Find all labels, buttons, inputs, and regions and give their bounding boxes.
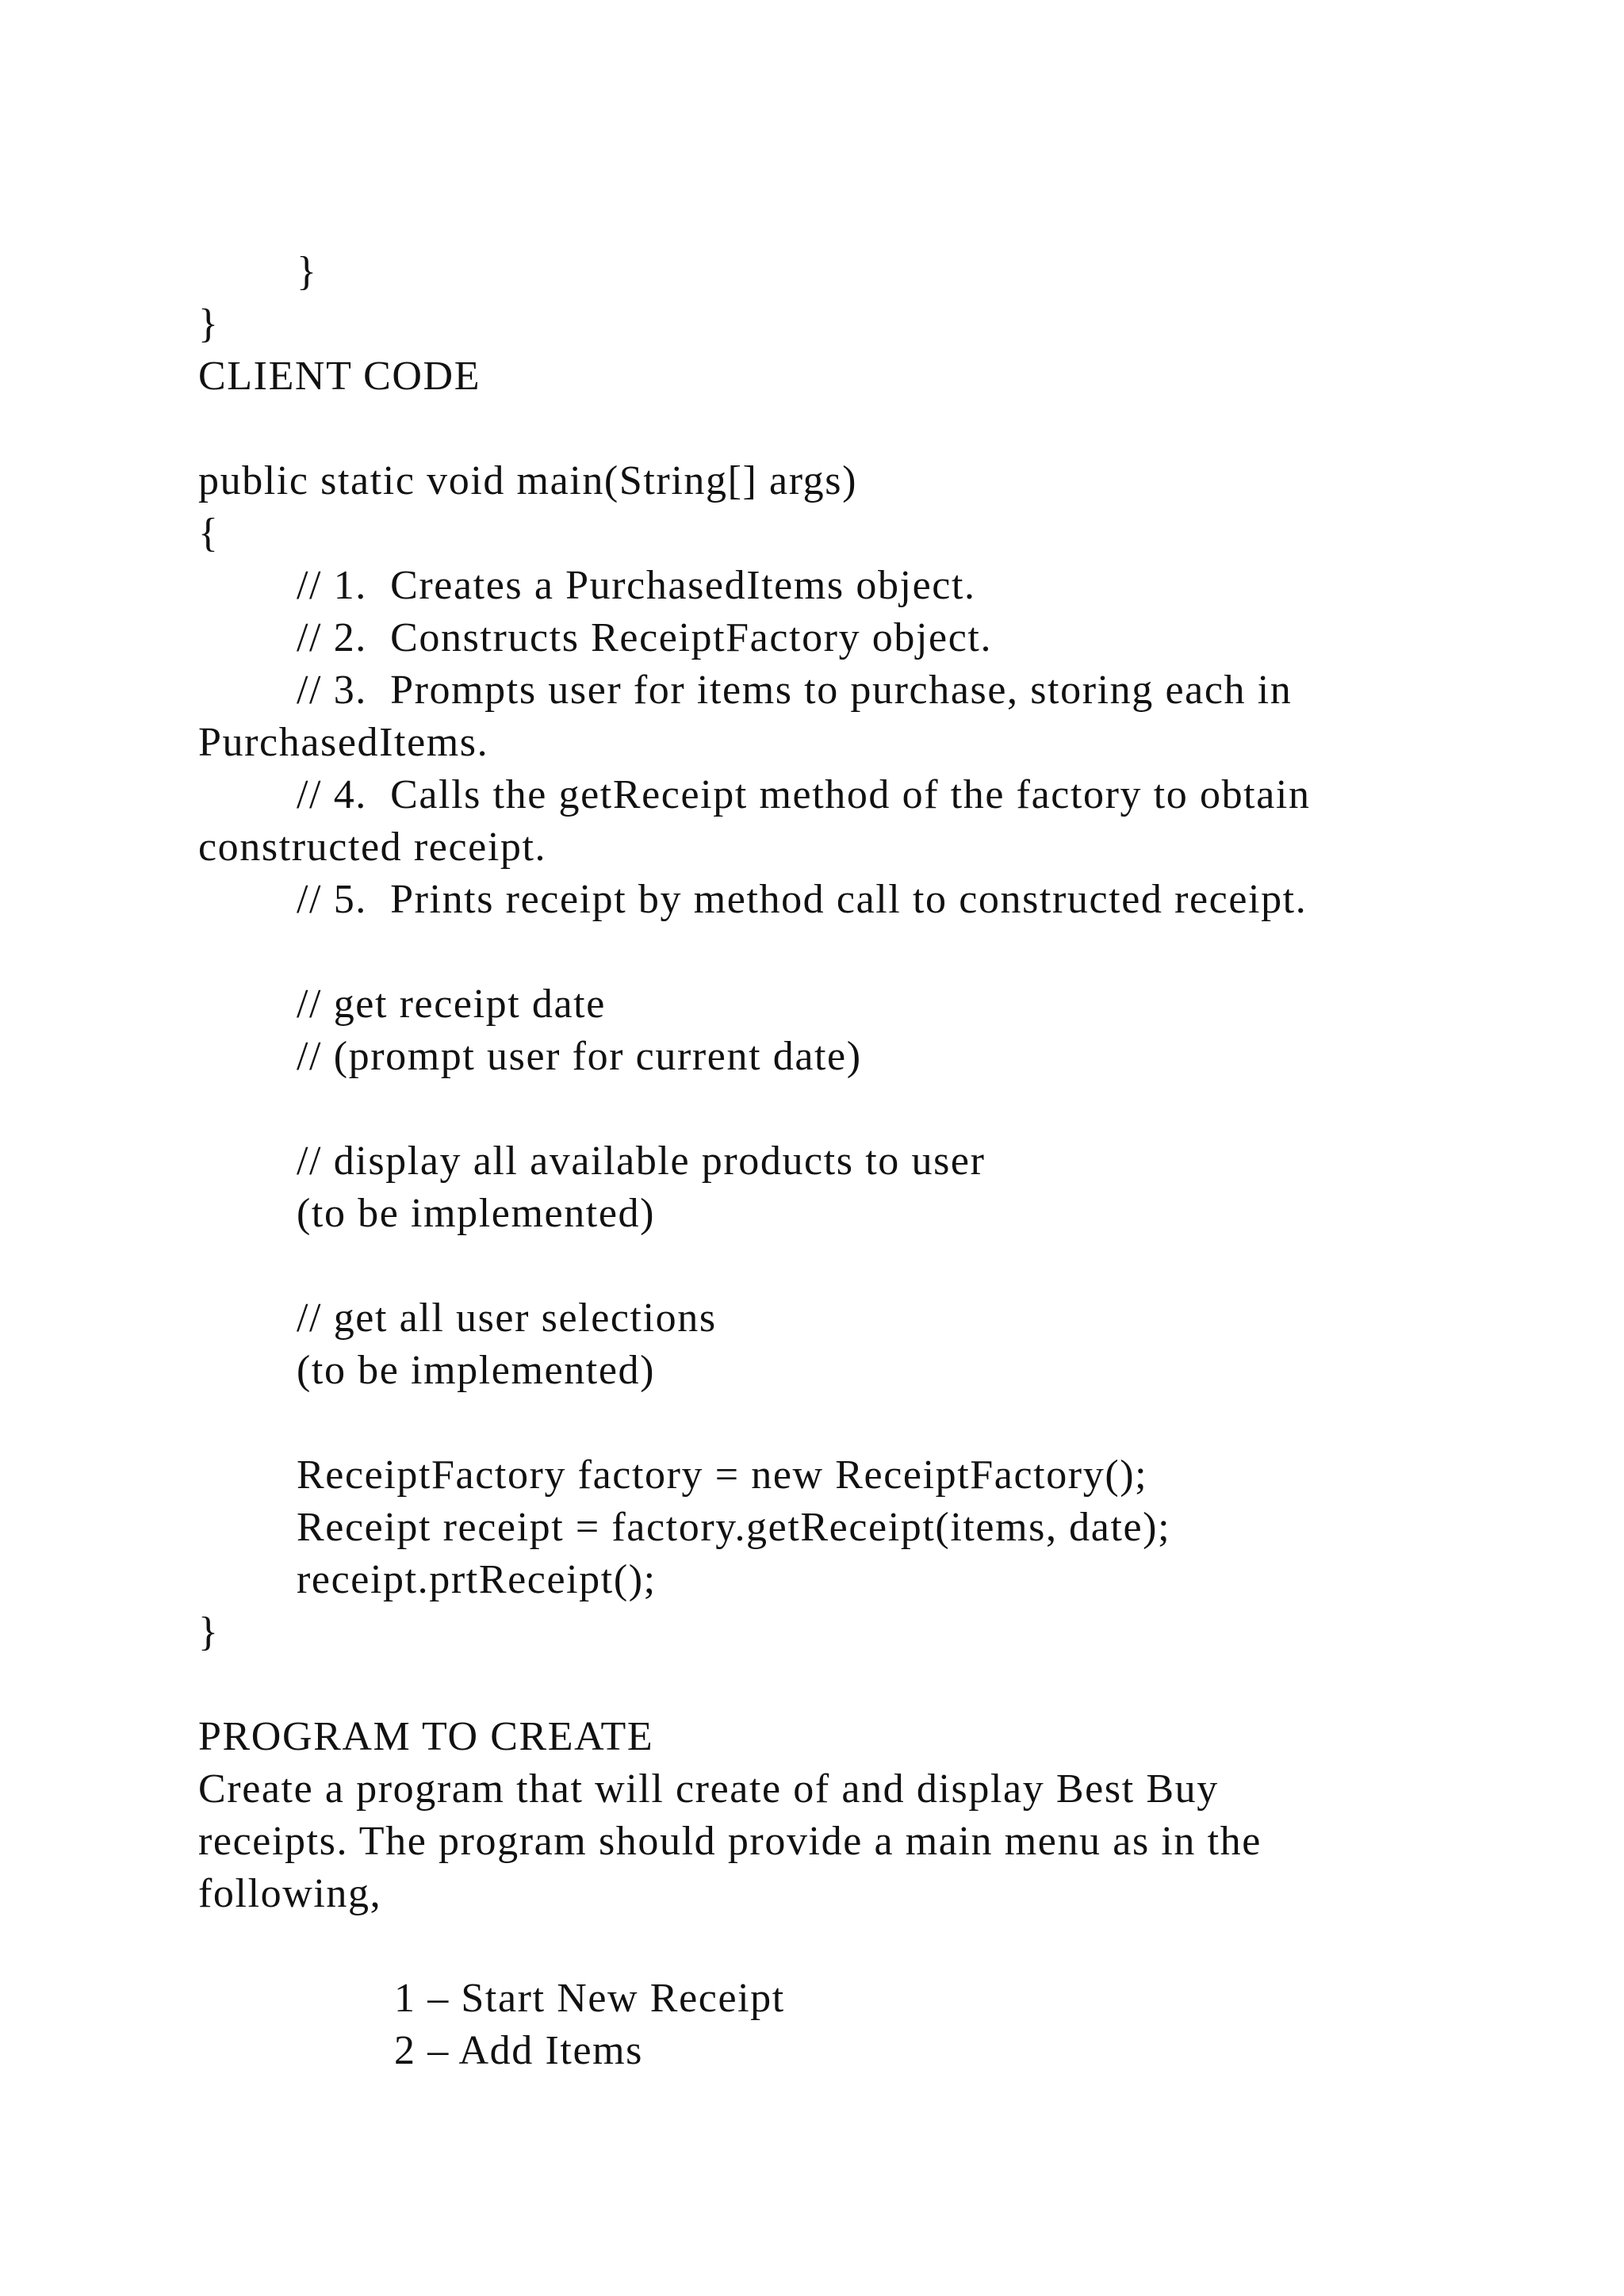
step-comment-4: // 4. Calls the getReceipt method of the factory to obtain bbox=[297, 772, 1311, 817]
menu-item-add-items: 2 – Add Items bbox=[394, 2028, 644, 2073]
code-line-factory: ReceiptFactory factory = new ReceiptFactory(); bbox=[297, 1452, 1148, 1498]
prompt-date-comment: // (prompt user for current date) bbox=[297, 1034, 862, 1079]
step-comment-5: // 5. Prints receipt by method call to constructed receipt. bbox=[297, 877, 1308, 922]
to-be-implemented-note: (to be implemented) bbox=[297, 1348, 656, 1393]
step-comment-1: // 1. Creates a PurchasedItems object. bbox=[297, 563, 976, 608]
closing-brace-inner: } bbox=[297, 249, 318, 294]
program-heading: PROGRAM TO CREATE bbox=[198, 1714, 654, 1759]
main-signature: public static void main(String[] args) bbox=[198, 458, 858, 503]
main-close-brace: } bbox=[198, 1609, 220, 1655]
step-comment-3: // 3. Prompts user for items to purchase, storing each in bbox=[297, 668, 1293, 713]
code-line-receipt: Receipt receipt = factory.getReceipt(items, date); bbox=[297, 1505, 1171, 1550]
display-products-comment: // display all available products to user bbox=[297, 1138, 986, 1184]
step-comment-4-continued: constructed receipt. bbox=[198, 825, 547, 870]
step-comment-2: // 2. Constructs ReceiptFactory object. bbox=[297, 615, 993, 660]
get-selections-comment: // get all user selections bbox=[297, 1295, 717, 1341]
menu-item-start-new-receipt: 1 – Start New Receipt bbox=[394, 1976, 785, 2021]
program-description-line: Create a program that will create of and display Best Buy bbox=[198, 1766, 1219, 1812]
program-description-line: following, bbox=[198, 1871, 382, 1916]
step-comment-3-continued: PurchasedItems. bbox=[198, 720, 489, 765]
code-line-print: receipt.prtReceipt(); bbox=[297, 1557, 657, 1602]
to-be-implemented-note: (to be implemented) bbox=[297, 1191, 656, 1236]
program-description-line: receipts. The program should provide a main menu as in the bbox=[198, 1819, 1262, 1864]
client-code-heading: CLIENT CODE bbox=[198, 354, 481, 399]
main-open-brace: { bbox=[198, 511, 220, 556]
receipt-date-comment: // get receipt date bbox=[297, 982, 606, 1027]
closing-brace-outer: } bbox=[198, 301, 220, 346]
